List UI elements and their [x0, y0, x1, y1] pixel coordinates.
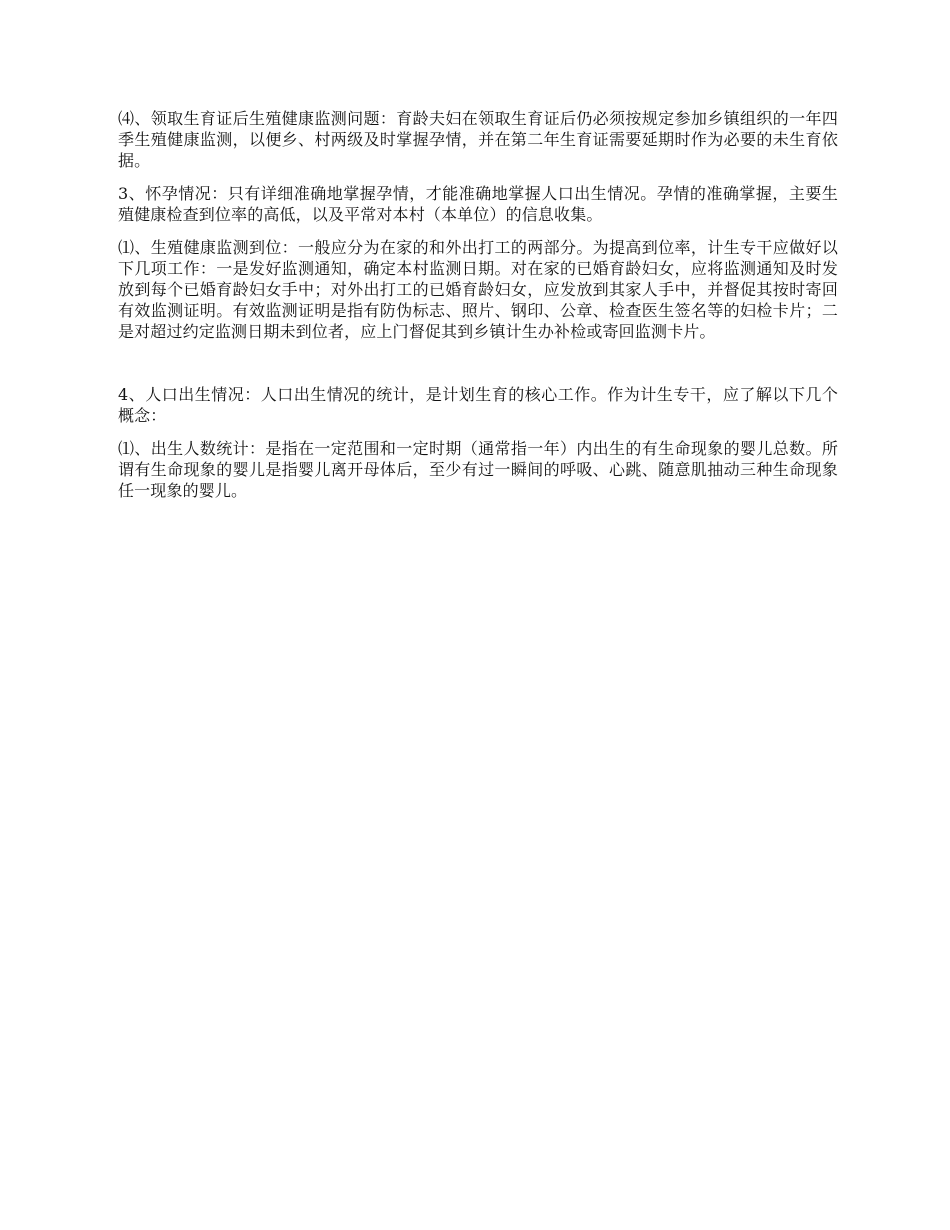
- paragraph-birth-status: 4、人口出生情况：人口出生情况的统计，是计划生育的核心工作。作为计生专干，应了解以下几个概念：: [118, 385, 838, 425]
- paragraph-birth-count: ⑴、出生人数统计：是指在一定范围和一定时期（通常指一年）内出生的有生命现象的婴儿总数。所谓有生命现象的婴儿是指婴儿离开母体后，至少有过一瞬间的呼吸、心跳、随意肌抽动三种生命现象任一现象的婴儿。: [118, 439, 838, 500]
- paragraph-monitoring-attendance: ⑴、生殖健康监测到位：一般应分为在家的和外出打工的两部分。为提高到位率，计生专干应做好以下几项工作：一是发好监测通知，确定本村监测日期。对在家的已婚育龄妇女，应将监测通知及时发放到每个已婚育龄妇女手中；对外出打工的已婚育龄妇女，应发放到其家人手中，并督促其按时寄回有效监测证明。有效监测证明是指有防伪标志、照片、钢印、公章、检查医生签名等的妇检卡片；二是对超过约定监测日期未到位者，应上门督促其到乡镇计生办补检或寄回监测卡片。: [118, 238, 838, 341]
- paragraph-pregnancy-status: 3、怀孕情况：只有详细准确地掌握孕情，才能准确地掌握人口出生情况。孕情的准确掌握，主要生殖健康检查到位率的高低，以及平常对本村（本单位）的信息收集。: [118, 184, 838, 224]
- paragraph-spacer: [118, 354, 838, 384]
- document-body: [118, 108, 838, 513]
- paragraph-monitoring-after-certificate: ⑷、领取生育证后生殖健康监测问题：育龄夫妇在领取生育证后仍必须按规定参加乡镇组织的一年四季生殖健康监测，以便乡、村两级及时掌握孕情，并在第二年生育证需要延期时作为必要的未生育依据。: [118, 109, 838, 170]
